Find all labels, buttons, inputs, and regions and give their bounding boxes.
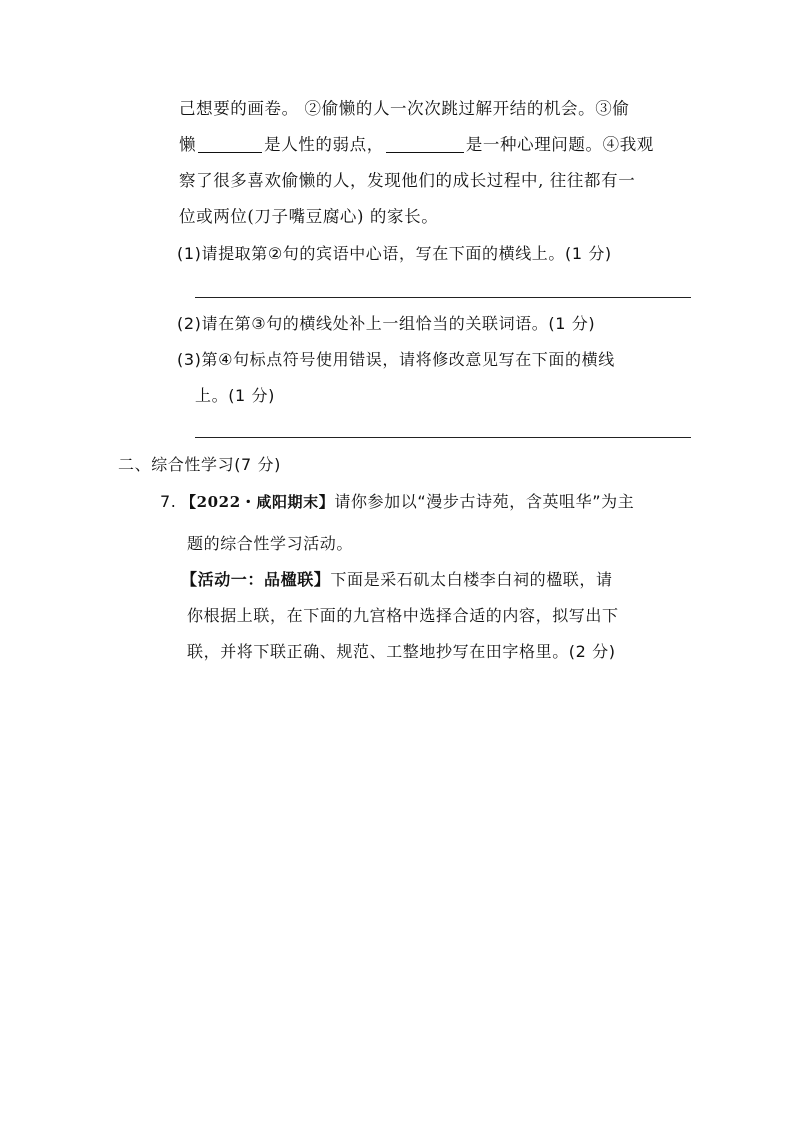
question-2: (2)请在第③句的横线处补上一组恰当的关联词语。(1 分): [177, 314, 596, 333]
item-7-line-2: 题的综合性学习活动。: [187, 534, 354, 553]
item-7-line-1: [181, 490, 634, 514]
answer-line-q1[interactable]: [195, 297, 691, 298]
activity-1-line-2: 你根据上联，在下面的九宫格中选择合适的内容，拟写出下: [187, 606, 619, 625]
answer-line-q3[interactable]: [195, 437, 691, 438]
activity-1-tag: 【活动一：品楹联】: [181, 570, 331, 589]
passage-line-2-start: 懒: [179, 135, 197, 154]
section-2-heading: 二、综合性学习(7 分): [118, 455, 281, 474]
activity-1-line-1: [181, 568, 613, 592]
item-7-number: 7.: [160, 492, 177, 511]
item-7-text: 请你参加以“漫步古诗苑，含英咀华”为主: [334, 492, 635, 511]
passage-line-2-mid: 是人性的弱点，: [264, 135, 384, 154]
activity-1-line-3: 联，并将下联正确、规范、工整地抄写在田字格里。(2 分): [187, 642, 616, 661]
question-1: (1)请提取第②句的宾语中心语，写在下面的横线上。(1 分): [177, 244, 612, 263]
passage-line-1: 己想要的画卷。 ②偷懒的人一次次跳过解开结的机会。③偷: [179, 99, 630, 118]
answer-blank-2[interactable]: [386, 136, 464, 153]
question-3-line-1: (3)第④句标点符号使用错误，请将修改意见写在下面的横线: [177, 350, 615, 369]
passage-line-2-end: 是一种心理问题。④我观: [465, 135, 654, 154]
activity-1-text: 下面是采石矶太白楼李白祠的楹联，请: [330, 570, 613, 589]
passage-line-3: 察了很多喜欢偷懒的人，发现他们的成长过程中, 往往都有一: [179, 171, 636, 190]
passage-line-2: [179, 133, 654, 157]
question-3-line-2: 上。(1 分): [195, 386, 275, 405]
answer-blank-1[interactable]: [198, 136, 262, 153]
passage-line-4: 位或两位(刀子嘴豆腐心) 的家长。: [179, 207, 439, 226]
item-7-source-tag: 【2022・咸阳期末】: [181, 493, 335, 511]
